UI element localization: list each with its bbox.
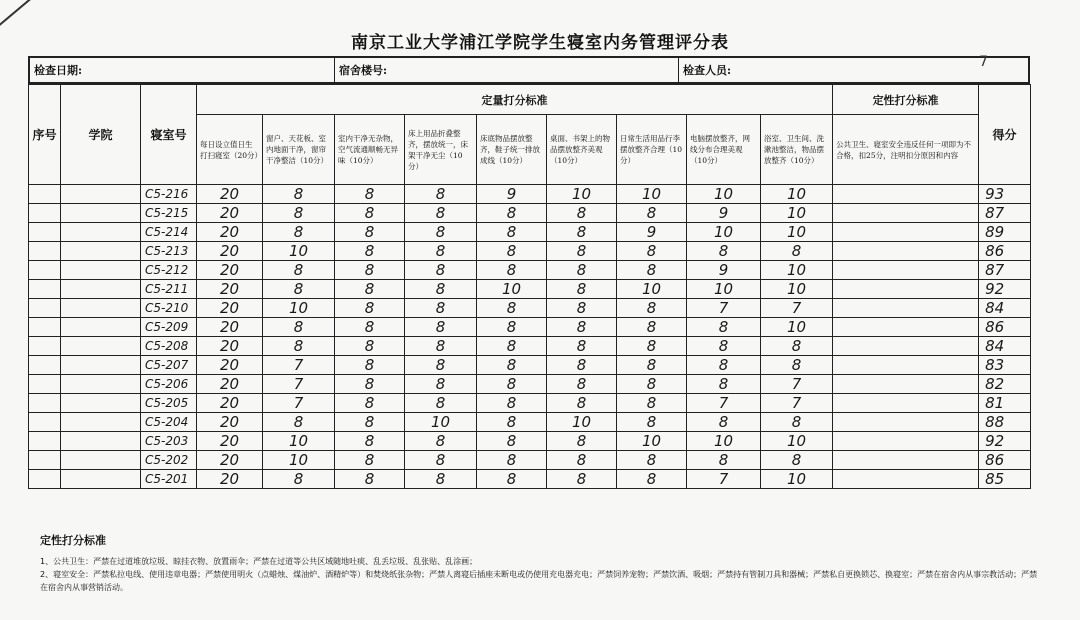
score-cell[interactable]: 8: [335, 204, 405, 223]
footer-title: 定性打分标准: [40, 534, 106, 547]
score-cell[interactable]: 7: [263, 356, 335, 375]
score-cell[interactable]: 7: [761, 375, 833, 394]
room-cell[interactable]: C5-213: [141, 242, 197, 261]
table-row: [29, 261, 1031, 280]
score-cell[interactable]: 8: [687, 451, 761, 470]
college-cell[interactable]: [61, 299, 141, 318]
building-number-field: [334, 58, 678, 82]
score-cell[interactable]: 10: [263, 451, 335, 470]
score-cell[interactable]: 9: [687, 204, 761, 223]
seq-cell[interactable]: [29, 185, 61, 204]
score-cell[interactable]: 8: [477, 299, 547, 318]
room-cell[interactable]: C5-202: [141, 451, 197, 470]
header-qualitative: 定性打分标准: [833, 85, 979, 115]
qualitative-cell[interactable]: [833, 223, 979, 242]
seq-cell[interactable]: [29, 375, 61, 394]
score-cell[interactable]: 8: [335, 185, 405, 204]
qualitative-cell[interactable]: [833, 375, 979, 394]
score-cell[interactable]: 8: [405, 261, 477, 280]
score-cell[interactable]: 8: [761, 242, 833, 261]
college-cell[interactable]: [61, 394, 141, 413]
college-cell[interactable]: [61, 432, 141, 451]
score-cell[interactable]: 10: [547, 413, 617, 432]
qualitative-cell[interactable]: [833, 470, 979, 489]
score-cell[interactable]: 8: [617, 299, 687, 318]
score-cell[interactable]: 20: [197, 242, 263, 261]
score-cell[interactable]: 8: [335, 280, 405, 299]
score-cell[interactable]: 10: [617, 185, 687, 204]
score-cell[interactable]: 8: [761, 451, 833, 470]
score-cell[interactable]: 8: [405, 451, 477, 470]
score-table-body: [29, 185, 1031, 489]
score-cell[interactable]: 8: [617, 242, 687, 261]
seq-cell[interactable]: [29, 204, 61, 223]
score-cell[interactable]: 8: [687, 318, 761, 337]
score-cell[interactable]: 8: [617, 261, 687, 280]
score-cell[interactable]: 8: [405, 318, 477, 337]
total-score-cell[interactable]: 92: [979, 432, 1031, 451]
qualitative-cell[interactable]: [833, 356, 979, 375]
qualitative-cell[interactable]: [833, 432, 979, 451]
qualitative-cell[interactable]: [833, 299, 979, 318]
score-cell[interactable]: 10: [687, 280, 761, 299]
score-cell[interactable]: 8: [547, 394, 617, 413]
score-cell[interactable]: 8: [263, 204, 335, 223]
qualitative-criteria: 公共卫生、寝室安全违反任何一项即为不合格，扣25分，注明扣分原因和内容: [833, 115, 979, 185]
score-cell[interactable]: 8: [617, 375, 687, 394]
room-cell[interactable]: C5-204: [141, 413, 197, 432]
qualitative-cell[interactable]: [833, 451, 979, 470]
score-cell[interactable]: 20: [197, 413, 263, 432]
footer-note-dorm-safety: 2、寝室安全：严禁私拉电线、使用违章电器；严禁使用明火（点蜡烛、煤油炉、酒精炉等）和焚烧纸张杂物；严禁人离寝后插座未断电或仍使用充电器充电；严禁饲养宠物；严禁饮酒、吸烟；严禁持有管制刀具和器械；严禁私自更换锁芯、换寝室；严禁在宿舍内从事宗教活动；严禁在宿舍内从事营销活动。: [40, 570, 1038, 592]
total-score-cell[interactable]: 86: [979, 318, 1031, 337]
score-cell[interactable]: 8: [687, 413, 761, 432]
score-cell[interactable]: 8: [405, 337, 477, 356]
room-cell[interactable]: C5-209: [141, 318, 197, 337]
header-room: 寝室号: [141, 85, 197, 185]
footer-note-public-hygiene: 1、公共卫生：严禁在过道堆放垃圾、晾挂衣物、放置雨伞；严禁在过道等公共区域随地吐痰、乱丢垃圾、乱张贴、乱涂画；: [40, 557, 478, 566]
seq-cell[interactable]: [29, 432, 61, 451]
score-cell[interactable]: 8: [405, 280, 477, 299]
score-cell[interactable]: 10: [687, 432, 761, 451]
score-cell[interactable]: 20: [197, 185, 263, 204]
score-cell[interactable]: 8: [335, 356, 405, 375]
score-cell[interactable]: 8: [617, 356, 687, 375]
score-cell[interactable]: 10: [687, 223, 761, 242]
criteria-header: 窗户、天花板、室内地面干净，窗帘干净整洁（10分）: [263, 115, 335, 185]
seq-cell[interactable]: [29, 470, 61, 489]
score-cell[interactable]: 8: [263, 413, 335, 432]
qualitative-cell[interactable]: [833, 204, 979, 223]
score-cell[interactable]: 8: [335, 413, 405, 432]
room-cell[interactable]: C5-207: [141, 356, 197, 375]
score-cell[interactable]: 8: [405, 394, 477, 413]
table-row: [29, 185, 1031, 204]
table-row: [29, 470, 1031, 489]
room-cell[interactable]: C5-212: [141, 261, 197, 280]
seq-cell[interactable]: [29, 337, 61, 356]
college-cell[interactable]: [61, 413, 141, 432]
score-cell[interactable]: 20: [197, 432, 263, 451]
score-cell[interactable]: 10: [761, 261, 833, 280]
table-row: [29, 375, 1031, 394]
score-cell[interactable]: 10: [761, 223, 833, 242]
score-cell[interactable]: 10: [405, 413, 477, 432]
total-score-cell[interactable]: 87: [979, 204, 1031, 223]
score-cell[interactable]: 20: [197, 261, 263, 280]
score-cell[interactable]: 8: [335, 394, 405, 413]
score-cell[interactable]: 8: [477, 223, 547, 242]
score-cell[interactable]: 8: [335, 261, 405, 280]
score-cell[interactable]: 8: [335, 223, 405, 242]
inspector-handwritten-mark: 7: [979, 54, 988, 70]
score-cell[interactable]: 8: [547, 375, 617, 394]
score-cell[interactable]: 8: [547, 356, 617, 375]
criteria-header: 日常生活用品行李摆放整齐合理（10分）: [617, 115, 687, 185]
score-cell[interactable]: 8: [335, 299, 405, 318]
score-cell[interactable]: 8: [761, 413, 833, 432]
score-cell[interactable]: 8: [405, 204, 477, 223]
table-row: [29, 394, 1031, 413]
score-cell[interactable]: 8: [687, 337, 761, 356]
score-cell[interactable]: 8: [547, 318, 617, 337]
score-cell[interactable]: 8: [547, 261, 617, 280]
score-cell[interactable]: 8: [761, 356, 833, 375]
score-cell[interactable]: 8: [405, 375, 477, 394]
score-cell[interactable]: 8: [263, 318, 335, 337]
seq-cell[interactable]: [29, 413, 61, 432]
score-cell[interactable]: 8: [477, 394, 547, 413]
qualitative-cell[interactable]: [833, 261, 979, 280]
criteria-header: 电脑摆放整齐，网线分布合理美观（10分）: [687, 115, 761, 185]
score-cell[interactable]: 8: [263, 185, 335, 204]
footer-notes: [40, 555, 1040, 594]
room-cell[interactable]: C5-211: [141, 280, 197, 299]
score-cell[interactable]: 10: [617, 432, 687, 451]
score-cell[interactable]: 8: [263, 223, 335, 242]
table-row: [29, 337, 1031, 356]
table-row: [29, 223, 1031, 242]
table-row: [29, 413, 1031, 432]
seq-cell[interactable]: [29, 318, 61, 337]
seq-cell[interactable]: [29, 280, 61, 299]
college-cell[interactable]: [61, 204, 141, 223]
seq-cell[interactable]: [29, 223, 61, 242]
page-title: 南京工业大学浦江学院学生寝室内务管理评分表: [351, 33, 729, 53]
qualitative-cell[interactable]: [833, 318, 979, 337]
score-cell[interactable]: 8: [477, 451, 547, 470]
score-cell[interactable]: 7: [761, 394, 833, 413]
room-cell[interactable]: C5-216: [141, 185, 197, 204]
score-cell[interactable]: 8: [405, 356, 477, 375]
college-cell[interactable]: [61, 470, 141, 489]
score-cell[interactable]: 20: [197, 356, 263, 375]
table-row: [29, 318, 1031, 337]
total-score-cell[interactable]: 86: [979, 242, 1031, 261]
qualitative-cell[interactable]: [833, 242, 979, 261]
inspector-field: [678, 54, 1028, 82]
score-cell[interactable]: 20: [197, 337, 263, 356]
criteria-header: 床上用品折叠整齐，摆放统一，床架干净无尘（10分）: [405, 115, 477, 185]
table-row: [29, 204, 1031, 223]
table-row: [29, 356, 1031, 375]
college-cell[interactable]: [61, 451, 141, 470]
score-cell[interactable]: 8: [477, 261, 547, 280]
total-score-cell[interactable]: 85: [979, 470, 1031, 489]
score-cell[interactable]: 20: [197, 470, 263, 489]
score-cell[interactable]: 8: [547, 451, 617, 470]
score-cell[interactable]: 10: [761, 318, 833, 337]
total-score-cell[interactable]: 93: [979, 185, 1031, 204]
room-cell[interactable]: C5-210: [141, 299, 197, 318]
score-cell[interactable]: 20: [197, 451, 263, 470]
score-cell[interactable]: 8: [335, 375, 405, 394]
score-cell[interactable]: 10: [761, 204, 833, 223]
score-cell[interactable]: 8: [477, 318, 547, 337]
score-cell[interactable]: 8: [617, 413, 687, 432]
total-score-cell[interactable]: 82: [979, 375, 1031, 394]
score-cell[interactable]: 8: [405, 432, 477, 451]
room-cell[interactable]: C5-214: [141, 223, 197, 242]
score-cell[interactable]: 8: [263, 280, 335, 299]
seq-cell[interactable]: [29, 394, 61, 413]
score-cell[interactable]: 8: [335, 318, 405, 337]
score-cell[interactable]: 8: [405, 223, 477, 242]
seq-cell[interactable]: [29, 356, 61, 375]
table-row: [29, 280, 1031, 299]
qualitative-cell[interactable]: [833, 185, 979, 204]
score-cell[interactable]: 20: [197, 394, 263, 413]
seq-cell[interactable]: [29, 261, 61, 280]
college-cell[interactable]: [61, 223, 141, 242]
score-cell[interactable]: 20: [197, 318, 263, 337]
table-row: [29, 432, 1031, 451]
score-cell[interactable]: 8: [687, 242, 761, 261]
table-row: [29, 299, 1031, 318]
score-table: [28, 84, 1031, 489]
score-cell[interactable]: 8: [263, 470, 335, 489]
score-cell[interactable]: 8: [617, 470, 687, 489]
score-cell[interactable]: 20: [197, 204, 263, 223]
score-cell[interactable]: 8: [687, 356, 761, 375]
qualitative-cell[interactable]: [833, 280, 979, 299]
room-cell[interactable]: C5-201: [141, 470, 197, 489]
score-cell[interactable]: 8: [263, 261, 335, 280]
score-cell[interactable]: 8: [335, 337, 405, 356]
room-cell[interactable]: C5-215: [141, 204, 197, 223]
score-cell[interactable]: 8: [477, 432, 547, 451]
qualitative-cell[interactable]: [833, 337, 979, 356]
score-cell[interactable]: 9: [617, 223, 687, 242]
total-score-cell[interactable]: 88: [979, 413, 1031, 432]
score-cell[interactable]: 9: [477, 185, 547, 204]
score-cell[interactable]: 8: [617, 451, 687, 470]
score-cell[interactable]: 7: [687, 394, 761, 413]
score-cell[interactable]: 10: [477, 280, 547, 299]
header-row-top: [29, 85, 1031, 115]
criteria-header: 室内干净无杂物，空气流通顺畅无异味（10分）: [335, 115, 405, 185]
total-score-cell[interactable]: 92: [979, 280, 1031, 299]
score-cell[interactable]: 8: [477, 375, 547, 394]
score-cell[interactable]: 8: [405, 242, 477, 261]
college-cell[interactable]: [61, 337, 141, 356]
score-cell[interactable]: 8: [477, 413, 547, 432]
header-seq: 序号: [29, 85, 61, 185]
score-cell[interactable]: 8: [477, 356, 547, 375]
total-score-cell[interactable]: 81: [979, 394, 1031, 413]
score-cell[interactable]: 10: [263, 242, 335, 261]
score-cell[interactable]: 8: [547, 299, 617, 318]
criteria-header: 浴室、卫生间、洗漱池整洁，物品摆放整齐（10分）: [761, 115, 833, 185]
score-cell[interactable]: 8: [547, 242, 617, 261]
score-cell[interactable]: 7: [687, 470, 761, 489]
score-cell[interactable]: 9: [687, 261, 761, 280]
score-cell[interactable]: 8: [547, 280, 617, 299]
criteria-header: 床底物品摆放整齐，鞋子统一排放成线（10分）: [477, 115, 547, 185]
table-row: [29, 451, 1031, 470]
score-cell[interactable]: 8: [335, 470, 405, 489]
inspection-info-row: [28, 56, 1030, 84]
college-cell[interactable]: [61, 185, 141, 204]
score-cell[interactable]: 7: [263, 394, 335, 413]
score-cell[interactable]: 20: [197, 299, 263, 318]
score-cell[interactable]: 8: [761, 337, 833, 356]
score-cell[interactable]: 8: [617, 204, 687, 223]
building-number-label: 宿舍楼号:: [339, 64, 388, 77]
score-cell[interactable]: 8: [547, 470, 617, 489]
total-score-cell[interactable]: 89: [979, 223, 1031, 242]
score-cell[interactable]: 8: [335, 432, 405, 451]
score-cell[interactable]: 8: [405, 299, 477, 318]
qualitative-cell[interactable]: [833, 394, 979, 413]
score-cell[interactable]: 20: [197, 375, 263, 394]
score-cell[interactable]: 8: [617, 337, 687, 356]
score-cell[interactable]: 8: [477, 337, 547, 356]
score-cell[interactable]: 7: [687, 299, 761, 318]
college-cell[interactable]: [61, 375, 141, 394]
score-cell[interactable]: 10: [761, 280, 833, 299]
room-cell[interactable]: C5-203: [141, 432, 197, 451]
score-cell[interactable]: 20: [197, 280, 263, 299]
criteria-header: 每日设立值日生打扫寝室（20分）: [197, 115, 263, 185]
score-cell[interactable]: 8: [617, 394, 687, 413]
score-cell[interactable]: 8: [405, 185, 477, 204]
inspection-date-field: [30, 58, 334, 82]
college-cell[interactable]: [61, 356, 141, 375]
total-score-cell[interactable]: 86: [979, 451, 1031, 470]
header-quantitative: 定量打分标准: [197, 85, 833, 115]
seq-cell[interactable]: [29, 299, 61, 318]
score-cell[interactable]: 8: [617, 318, 687, 337]
score-cell[interactable]: 8: [547, 204, 617, 223]
qualitative-cell[interactable]: [833, 413, 979, 432]
score-cell[interactable]: 10: [761, 432, 833, 451]
criteria-header: 桌面、书架上的物品摆放整齐美观（10分）: [547, 115, 617, 185]
total-score-cell[interactable]: 83: [979, 356, 1031, 375]
score-cell[interactable]: 10: [617, 280, 687, 299]
inspection-date-label: 检查日期:: [34, 64, 83, 77]
score-cell[interactable]: 8: [335, 242, 405, 261]
header-score: 得分: [979, 85, 1031, 185]
college-cell[interactable]: [61, 280, 141, 299]
score-cell[interactable]: 8: [477, 242, 547, 261]
room-cell[interactable]: C5-205: [141, 394, 197, 413]
header-college: 学院: [61, 85, 141, 185]
college-cell[interactable]: [61, 261, 141, 280]
score-cell[interactable]: 8: [547, 432, 617, 451]
score-cell[interactable]: 8: [263, 337, 335, 356]
college-cell[interactable]: [61, 318, 141, 337]
score-cell[interactable]: 7: [263, 375, 335, 394]
inspector-label: 检查人员:: [683, 64, 732, 77]
score-cell[interactable]: 7: [761, 299, 833, 318]
total-score-cell[interactable]: 87: [979, 261, 1031, 280]
room-cell[interactable]: C5-206: [141, 375, 197, 394]
score-cell[interactable]: 8: [687, 375, 761, 394]
college-cell[interactable]: [61, 242, 141, 261]
score-cell[interactable]: 8: [477, 470, 547, 489]
score-cell[interactable]: 20: [197, 223, 263, 242]
room-cell[interactable]: C5-208: [141, 337, 197, 356]
total-score-cell[interactable]: 84: [979, 337, 1031, 356]
table-row: [29, 242, 1031, 261]
score-cell[interactable]: 8: [335, 451, 405, 470]
score-cell[interactable]: 8: [547, 337, 617, 356]
score-cell[interactable]: 10: [263, 299, 335, 318]
seq-cell[interactable]: [29, 451, 61, 470]
score-cell[interactable]: 10: [761, 185, 833, 204]
score-cell[interactable]: 10: [547, 185, 617, 204]
score-cell[interactable]: 8: [405, 470, 477, 489]
score-cell[interactable]: 10: [263, 432, 335, 451]
score-cell[interactable]: 10: [687, 185, 761, 204]
seq-cell[interactable]: [29, 242, 61, 261]
total-score-cell[interactable]: 84: [979, 299, 1031, 318]
score-cell[interactable]: 8: [547, 223, 617, 242]
score-cell[interactable]: 10: [761, 470, 833, 489]
score-cell[interactable]: 8: [477, 204, 547, 223]
